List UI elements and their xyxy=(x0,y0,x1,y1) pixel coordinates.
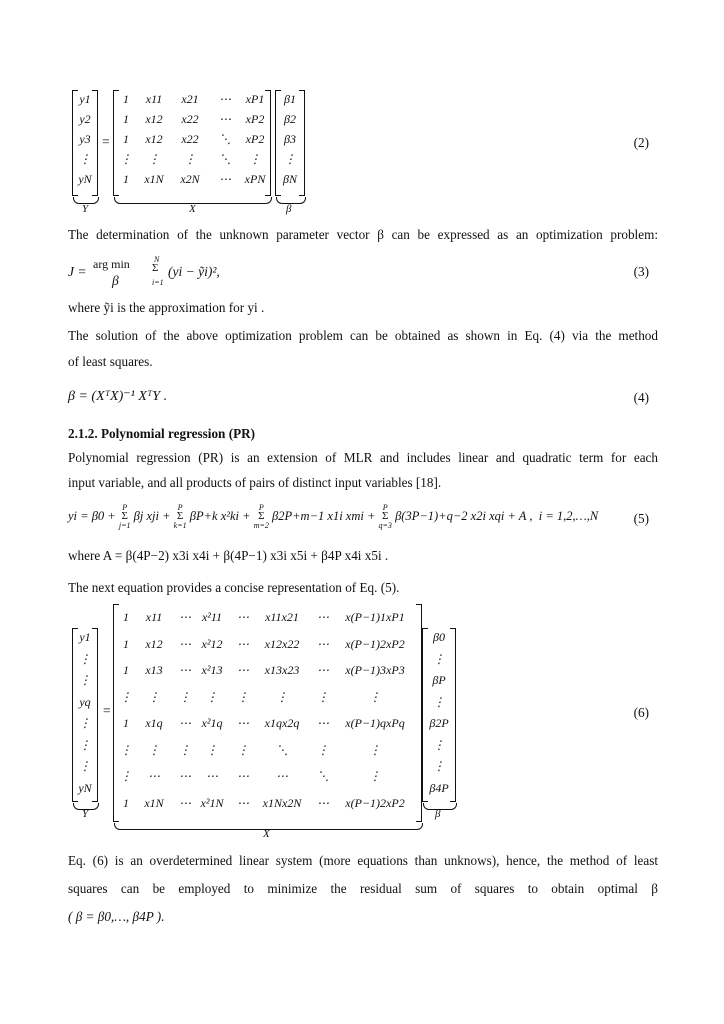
sum-upper-limit: P xyxy=(177,503,183,512)
paragraph-line: of least squares. xyxy=(68,354,153,369)
matrix-cell: x12 xyxy=(145,112,163,126)
matrix-cell: x²1q xyxy=(201,716,223,730)
matrix-cell: x11 xyxy=(145,92,163,106)
sum-upper-limit: P xyxy=(382,503,388,512)
matrix-cell: ⋯ xyxy=(237,663,249,677)
paragraph-line: The solution of the above optimization problem can be obtained as shown in Eq. (4) via the method xyxy=(68,328,658,343)
matrix-cell: β0 xyxy=(433,630,445,644)
matrix-cell: ⋯ xyxy=(237,769,249,783)
matrix-cell: ⋯ xyxy=(237,610,249,624)
matrix-cell: ⋮ xyxy=(317,689,329,704)
matrix-cell: x11 xyxy=(145,610,163,624)
matrix-cell: ⋮ xyxy=(79,759,91,773)
matrix-cell: ⋮ xyxy=(237,689,249,704)
sum-lower-limit: q=3 xyxy=(378,521,392,530)
matrix-cell: ⋮ xyxy=(79,152,91,166)
matrix-cell: β3 xyxy=(284,132,296,146)
matrix-cell: x12 xyxy=(145,132,163,146)
matrix-cell: x11x21 xyxy=(265,610,299,624)
eq3-argmin: arg min xyxy=(93,257,130,271)
eq5-term: yi = β0 + xyxy=(68,509,119,523)
paragraph-line: The determination of the unknown parameter vector β can be expressed as an optimization problem: xyxy=(68,227,658,242)
matrix-cell: x²1N xyxy=(200,795,224,810)
matrix-cell: ⋮ xyxy=(148,689,160,704)
matrix-cell: y2 xyxy=(79,112,91,126)
matrix-cell: x12x22 xyxy=(264,636,300,651)
matrix-cell: ⋮ xyxy=(206,689,218,704)
matrix-cell: β2P xyxy=(429,716,449,730)
sum-lower-limit: k=1 xyxy=(173,521,187,530)
matrix-cell: ⋯ xyxy=(317,663,329,677)
paragraph-line: Polynomial regression (PR) is an extension of MLR and includes linear and quadratic term for each xyxy=(68,450,658,465)
matrix-cell: ⋮ xyxy=(120,769,132,783)
eq6-x-label: X xyxy=(263,828,270,840)
paragraph-line: The next equation provides a concise representation of Eq. (5). xyxy=(68,580,400,595)
matrix-cell: x1N xyxy=(144,172,164,186)
matrix-cell: x1Nx2N xyxy=(262,795,302,810)
matrix-cell: ⋮ xyxy=(148,152,160,166)
eq6-number: (6) xyxy=(633,705,649,720)
eq3-sum-sign: Σ xyxy=(152,262,159,274)
matrix-cell: x12 xyxy=(145,636,163,651)
matrix-cell: ⋮ xyxy=(120,689,132,704)
matrix-cell: ⋮ xyxy=(276,689,288,704)
matrix-cell: β4P xyxy=(429,780,449,795)
eq5-sum xyxy=(119,503,131,530)
matrix-cell: x(P−1)3xP3 xyxy=(345,663,405,677)
matrix-cell: ⋯ xyxy=(179,716,191,730)
eq5-term: βj xji + xyxy=(130,509,174,523)
matrix-cell: ⋮ xyxy=(148,742,160,757)
matrix-cell: ⋮ xyxy=(249,152,261,166)
paragraph-line: Eq. (6) is an overdetermined linear system (more equations than unknows), hence, the method of least xyxy=(68,853,658,868)
paragraph-line: squares can be employed to minimize the residual sum of squares to obtain optimal β xyxy=(68,881,658,896)
sum-upper-limit: P xyxy=(258,503,264,512)
matrix-cell: x22 xyxy=(181,112,199,126)
matrix-cell: xP2 xyxy=(245,132,265,146)
eq6-x-matrix xyxy=(113,604,422,822)
eq4-number: (4) xyxy=(633,390,649,405)
matrix-cell: ⋮ xyxy=(206,742,218,757)
matrix-cell: 1 xyxy=(123,636,129,651)
matrix-cell: x1qx2q xyxy=(264,716,300,730)
matrix-cell: ⋯ xyxy=(317,610,329,624)
matrix-cell: yN xyxy=(78,172,92,186)
eq3-sum-top: N xyxy=(154,255,160,264)
eq3-beta: β xyxy=(112,273,119,288)
matrix-cell: ⋮ xyxy=(120,152,132,166)
matrix-cell: 1 xyxy=(123,92,129,106)
matrix-cell: ⋮ xyxy=(433,759,445,773)
eq5-sum xyxy=(174,503,187,530)
matrix-cell: ⋯ xyxy=(219,92,231,106)
matrix-cell: y3 xyxy=(79,132,91,146)
matrix-cell: xPN xyxy=(244,172,266,186)
matrix-cell: x21 xyxy=(181,92,199,106)
matrix-cell: ⋯ xyxy=(179,769,191,783)
matrix-cell: x1q xyxy=(145,716,163,730)
matrix-cell: 1 xyxy=(123,795,129,810)
eq2-x-label: X xyxy=(189,203,196,215)
matrix-cell: y1 xyxy=(79,630,91,644)
eq3-body: (yi − ỹi)², xyxy=(168,264,220,279)
section-heading: 2.1.2. Polynomial regression (PR) xyxy=(68,426,256,441)
sum-sign: Σ xyxy=(176,510,184,522)
sum-sign: Σ xyxy=(121,510,128,522)
matrix-cell: 1 xyxy=(123,716,129,730)
matrix-cell: x22 xyxy=(181,132,199,146)
matrix-cell: x(P−1)qxPq xyxy=(345,716,405,730)
matrix-cell: β2 xyxy=(284,112,296,126)
eq2-x-matrix xyxy=(113,90,271,196)
matrix-cell: ⋯ xyxy=(206,769,218,783)
eq2-y-label: Y xyxy=(82,203,89,215)
matrix-cell: x²12 xyxy=(201,636,223,651)
matrix-cell: ⋯ xyxy=(179,795,191,810)
matrix-cell: y1 xyxy=(79,92,91,106)
eq2-number: (2) xyxy=(633,135,649,150)
matrix-cell: ⋯ xyxy=(237,795,249,810)
matrix-cell: x²11 xyxy=(201,610,223,624)
eq6-y-label: Y xyxy=(82,808,89,820)
matrix-cell: ⋮ xyxy=(369,769,381,783)
matrix-cell: 1 xyxy=(123,132,129,146)
matrix-cell: x(P−1)2xP2 xyxy=(345,636,405,651)
matrix-cell: ⋯ xyxy=(219,172,231,186)
matrix-cell: ⋯ xyxy=(237,716,249,730)
matrix-cell: 1 xyxy=(123,663,129,677)
matrix-cell: ⋯ xyxy=(179,663,191,677)
matrix-cell: x2N xyxy=(180,172,200,186)
matrix-cell: ⋮ xyxy=(79,737,91,752)
matrix-cell: 1 xyxy=(123,112,129,126)
eq5-term: β2P+m−1 x1i xmi + xyxy=(268,509,379,523)
eq3-lhs: J = xyxy=(68,264,87,279)
sum-sign: Σ xyxy=(382,510,389,522)
matrix-cell: ⋯ xyxy=(148,769,160,783)
matrix-cell: ⋮ xyxy=(433,737,445,752)
matrix-cell: x(P−1)1xP1 xyxy=(345,610,405,624)
matrix-cell: yq xyxy=(79,694,91,709)
matrix-cell: ⋯ xyxy=(317,795,329,810)
eq6-equals: = xyxy=(103,703,111,718)
matrix-cell: β1 xyxy=(284,92,296,106)
matrix-cell: ⋮ xyxy=(369,742,381,757)
matrix-cell: ⋮ xyxy=(433,694,445,709)
eq5-term: βP+k x²ki + xyxy=(186,509,254,523)
matrix-cell: ⋮ xyxy=(79,716,91,730)
eq3-number: (3) xyxy=(633,264,649,279)
matrix-cell: ⋮ xyxy=(79,651,91,666)
matrix-cell: ⋱ xyxy=(219,132,231,146)
matrix-cell: xP2 xyxy=(245,112,265,126)
sum-lower-limit: j=1 xyxy=(118,521,131,530)
matrix-cell: ⋱ xyxy=(276,742,288,757)
matrix-cell: ⋮ xyxy=(369,689,381,704)
eq2-y-vector xyxy=(72,90,98,196)
matrix-cell: ⋮ xyxy=(237,742,249,757)
matrix-cell: 1 xyxy=(123,172,129,186)
matrix-cell: x13 xyxy=(145,663,163,677)
equation-4: β = (XᵀX)⁻¹ XᵀY . xyxy=(68,389,168,404)
eq2-beta-vector xyxy=(275,90,305,196)
matrix-cell: ⋯ xyxy=(276,769,288,783)
matrix-cell: yN xyxy=(78,780,92,795)
matrix-cell: ⋮ xyxy=(179,689,191,704)
paragraph-line: where ỹi is the approximation for yi . xyxy=(68,300,265,315)
matrix-cell: ⋮ xyxy=(433,651,445,666)
matrix-cell: βN xyxy=(283,172,297,186)
matrix-cell: ⋮ xyxy=(79,673,91,687)
sum-sign: Σ xyxy=(258,510,265,522)
matrix-cell: βP xyxy=(432,673,446,687)
matrix-cell: ⋮ xyxy=(284,152,296,166)
matrix-cell: x(P−1)2xP2 xyxy=(345,795,405,810)
matrix-cell: ⋯ xyxy=(237,636,249,651)
matrix-cell: ⋮ xyxy=(317,742,329,757)
sum-upper-limit: P xyxy=(122,503,128,512)
matrix-cell: 1 xyxy=(123,610,129,624)
matrix-cell: xP1 xyxy=(245,92,265,106)
eq6-beta-label: β xyxy=(435,808,441,820)
matrix-cell: ⋱ xyxy=(219,152,231,166)
eq5-content xyxy=(68,503,598,530)
matrix-cell: ⋮ xyxy=(184,152,196,166)
matrix-cell: ⋯ xyxy=(179,636,191,651)
paragraph-line: where A = β(4P−2) x3i x4i + β(4P−1) x3i x5i + β4P x4i x5i . xyxy=(68,548,389,563)
eq5-sum xyxy=(254,503,269,530)
matrix-cell: ⋯ xyxy=(219,112,231,126)
matrix-cell: ⋯ xyxy=(317,636,329,651)
matrix-cell: x1N xyxy=(144,795,164,810)
matrix-cell: ⋱ xyxy=(317,769,329,783)
paragraph-line: input variable, and all products of pairs of distinct input variables [18]. xyxy=(68,475,442,490)
matrix-cell: x13x23 xyxy=(264,663,300,677)
eq6-beta-vector xyxy=(422,628,456,802)
matrix-cell: ⋯ xyxy=(317,716,329,730)
eq2-beta-label: β xyxy=(286,203,292,215)
matrix-cell: ⋮ xyxy=(120,742,132,757)
matrix-cell: x²13 xyxy=(201,663,223,677)
eq5-number: (5) xyxy=(633,511,649,526)
matrix-cell: ⋯ xyxy=(179,610,191,624)
eq5-sum xyxy=(379,503,392,530)
paragraph-line: ( β = β0,…, β4P ). xyxy=(68,909,165,924)
sum-lower-limit: m=2 xyxy=(253,521,269,530)
eq2-equals: = xyxy=(102,134,110,149)
eq3-sum-bottom: i=1 xyxy=(152,278,164,287)
matrix-cell: ⋮ xyxy=(179,742,191,757)
eq6-y-vector xyxy=(72,628,98,802)
eq5-term: β(3P−1)+q−2 x2i xqi + A , i = 1,2,…,N xyxy=(391,509,599,523)
